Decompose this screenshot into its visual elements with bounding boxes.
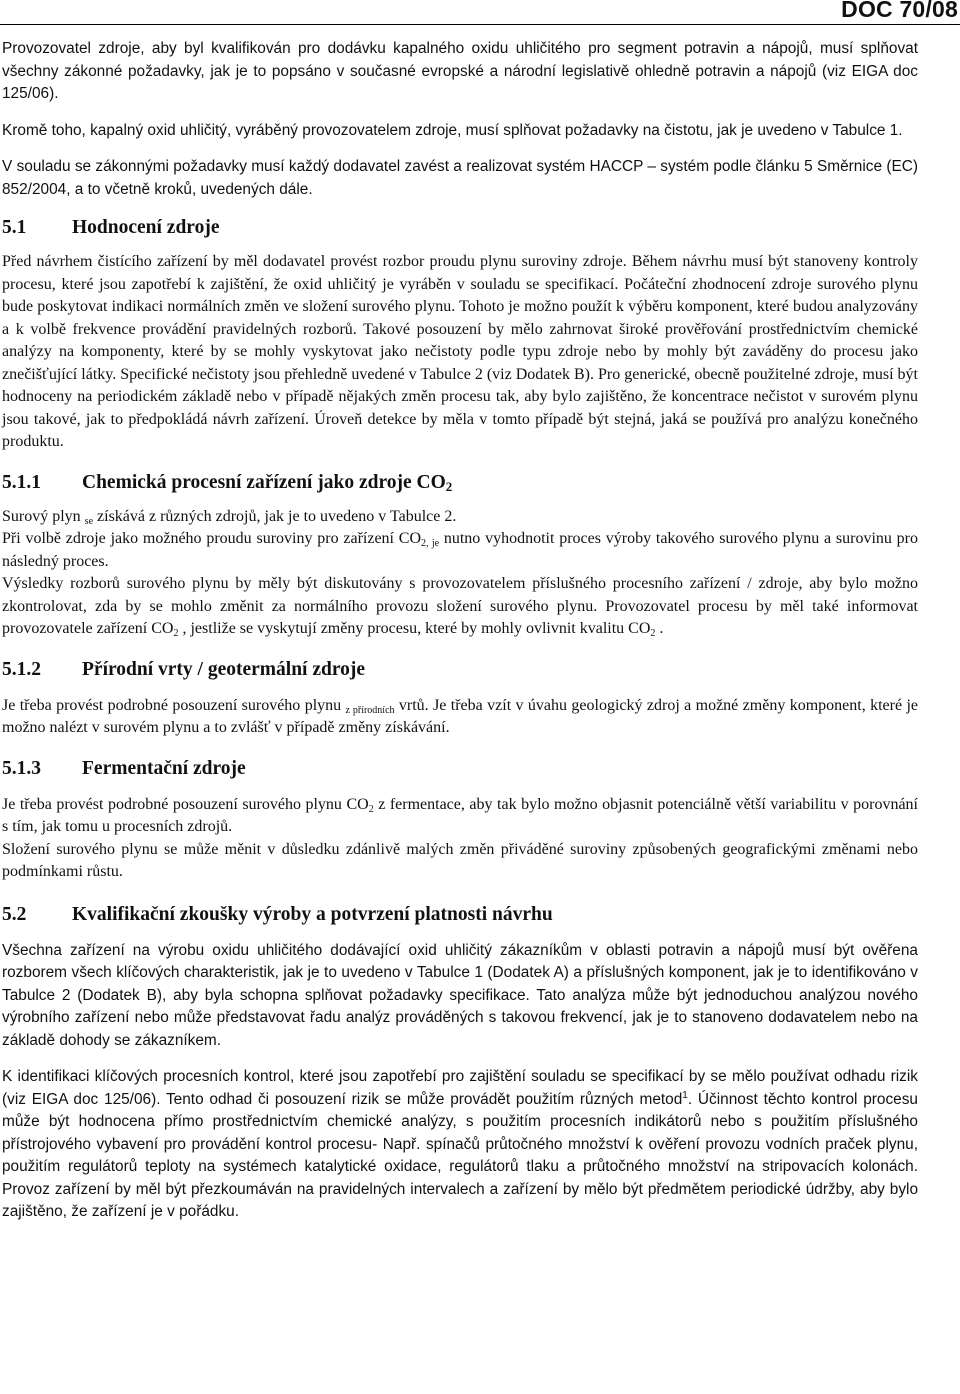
subscript: z přírodních bbox=[345, 704, 395, 716]
subscript: 2 bbox=[368, 803, 374, 815]
section-number: 5.1.3 bbox=[2, 757, 41, 779]
text-run: Je třeba provést podrobné posouzení surového plynu bbox=[2, 696, 346, 714]
section-heading-5-1 bbox=[2, 215, 918, 241]
text-run: nutno vyhodnotit proces výroby takového surového plynu a surovinu pro následný proces. bbox=[2, 530, 919, 570]
section-number: 5.1.1 bbox=[2, 471, 41, 493]
document-number: DOC 70/08 bbox=[841, 0, 958, 22]
section-title: Hodnocení zdroje bbox=[72, 217, 220, 238]
section-heading-5-2 bbox=[2, 902, 918, 928]
section-5-1-1-line-3 bbox=[2, 573, 918, 641]
text-run: . Účinnost těchto kontrol procesu může být hodnocena přímo prostřednictvím chemické analýzy, s použitím procesních indikátorů nebo s použitím příslušného přístrojového vybavení pro provádění kontrol procesu- Např. spínačů průtočného množství k ověření provozu vodních praček plynu, použitím regulátorů teploty na systémech katalytické oxidace, regulátorů tlaku a průtočného množství na stripovacích kolonách. Provoz zařízení by měl být přezkoumáván na pravidelných intervalech a zařízení by mělo být předmětem periodické údržby, aby bylo zajištěno, že zařízení je v pořádku. bbox=[2, 1090, 918, 1220]
intro-paragraph-3: V souladu se zákonnými požadavky musí každý dodavatel zavést a realizovat systém HACCP – systém podle článku 5 Směrnice (EC) 852/2004, a to včetně kroků, uvedených dále. bbox=[2, 158, 918, 198]
subscript: 2 bbox=[173, 628, 179, 639]
section-heading-5-1-2 bbox=[2, 657, 918, 683]
title-subscript: 2 bbox=[445, 478, 453, 494]
section-title: Přírodní vrty / geotermální zdroje bbox=[82, 658, 366, 680]
section-5-1-3-body-2: Složení surového plynu se může měnit v důsledku zdánlivě malých změn přiváděné suroviny způsobených geografickými změnami nebo podmínkami růstu. bbox=[2, 840, 918, 880]
section-5-1-1-line-1 bbox=[2, 506, 918, 529]
section-title: Kvalifikační zkoušky výroby a potvrzení platnosti návrhu bbox=[72, 903, 553, 925]
subscript: 2, je bbox=[421, 538, 440, 549]
text-run: K identifikaci klíčových procesních kontrol, které jsou zapotřebí pro zajištění souladu se specifikací by se mělo používat odhadu rizik (viz EIGA doc 125/06). Tento odhad či posouzení rizik se může provádět použitím různých metod bbox=[2, 1068, 918, 1108]
text-run: Při volbě zdroje jako možného proudu suroviny pro zařízení CO bbox=[2, 530, 422, 547]
section-title: Fermentační zdroje bbox=[82, 757, 246, 779]
section-5-1-3-body-1 bbox=[2, 794, 918, 839]
document-body bbox=[2, 38, 918, 1224]
section-heading-5-1-1 bbox=[2, 470, 918, 496]
section-title: Chemická procesní zařízení jako zdroje CO bbox=[82, 471, 446, 493]
text-run: Je třeba provést podrobné posouzení surového plynu CO bbox=[2, 795, 369, 813]
text-run: získává z různých zdrojů, jak je to uvedeno v Tabulce 2. bbox=[93, 507, 457, 525]
section-5-1-2-body bbox=[2, 695, 918, 740]
section-5-2-paragraph-1: Všechna zařízení na výrobu oxidu uhličitého dodávající oxid uhličitý zákazníkům v oblasti potravin a nápojů musí být ověřena rozborem všech klíčových charakteristik, jak je to uvedeno v Tabulce 1 (Dodatek A) a příslušných komponent, jak je to identifikováno v Tabulce 2 (Dodatek B), aby byla schopna splňovat požadavky specifikace. Tato analýza může být jednoduchou analýzou nového výrobního zařízení nebo může představovat řadu analýz prováděných s takovou frekvencí, jak je to stanoveno dodavatelem nebo na základě dohody se zákazníkem. bbox=[2, 941, 918, 1049]
section-5-1-1-line-2 bbox=[2, 528, 918, 573]
intro-paragraph-1: Provozovatel zdroje, aby byl kvalifikován pro dodávku kapalného oxidu uhličitého pro segment potravin a nápojů, musí splňovat všechny zákonné požadavky, jak je to popsáno v současné evropské a národní legislativě ohledně potravin a nápojů (viz EIGA doc 125/06). bbox=[2, 40, 918, 102]
intro-paragraph-2: Kromě toho, kapalný oxid uhličitý, vyráběný provozovatelem zdroje, musí splňovat požadavky na čistotu, jak je uvedeno v Tabulce 1. bbox=[2, 121, 903, 139]
footnote-reference: 1 bbox=[682, 1089, 688, 1101]
text-run: Surový plyn bbox=[2, 507, 85, 525]
section-5-2-paragraph-2 bbox=[2, 1066, 918, 1224]
section-heading-5-1-3 bbox=[2, 756, 918, 782]
text-run: , jestliže se vyskytují změny procesu, které by mohly ovlivnit kvalitu CO bbox=[178, 620, 651, 637]
section-number: 5.1.2 bbox=[2, 658, 41, 680]
section-5-1-body: Před návrhem čistícího zařízení by měl dodavatel provést rozbor proudu plynu suroviny zdroje. Během návrhu musí být stanoveny kontroly procesu, které jsou zapotřebí k zajištění, že oxid uhličitý je vyráběn v souladu se specifikací. Počáteční zhodnocení zdroje surového plynu bude poskytovat indikaci normálních změn ve složení surového plynu. Tohoto je možno použít k výběru komponent, které budou analyzovány a k volbě frekvence provádění pravidelných rozborů. Takové posouzení by mělo zahrnovat široké prověřování prostřednictvím chemické analýzy na komponenty, které by se mohly vyskytovat jako nečistoty podle typu zdroje nebo by mohly být zaváděny do procesu jako znečišťující látky. Specifické nečistoty jsou přehledně uvedené v Tabulce 2 (viz Dodatek B). Pro generické, obecně použitelné zdroje, musí být hodnoceny na periodickém základě nebo v případě nějakých změn procesu tak, aby bylo zajištěno, že koncentrace nečistot v surovém plynu jsou takové, jak to předpokládá návrh zařízení. Úroveň detekce by měla v tomto případě být stejná, jaká se používá pro analýzu konečného produktu. bbox=[2, 253, 918, 450]
subscript: 2 bbox=[650, 628, 656, 639]
header-rule bbox=[0, 24, 960, 25]
text-run: Výsledky rozborů surového plynu by měly být diskutovány s provozovatelem příslušného procesního zařízení / zdroje, aby bylo možno zkontrolovat, zda by se mohlo změnit za normálního provozu složení surového plynu. Provozovatel procesu by měl také informovat provozovatele zařízení CO bbox=[2, 575, 918, 637]
section-number: 5.1 bbox=[2, 217, 27, 238]
text-run: z fermentace, aby tak bylo možno objasnit potenciálně větší variabilitu v porovnání s tím, jak tomu u procesních zdrojů. bbox=[2, 795, 918, 835]
text-run: vrtů. Je třeba vzít v úvahu geologický zdroj a možné změny komponent, které je možno nalézt v surovém plynu a to zvlášť v případě změny získávání. bbox=[2, 696, 918, 736]
text-run: . bbox=[655, 620, 664, 637]
section-number: 5.2 bbox=[2, 903, 27, 925]
subscript: se bbox=[84, 515, 94, 527]
